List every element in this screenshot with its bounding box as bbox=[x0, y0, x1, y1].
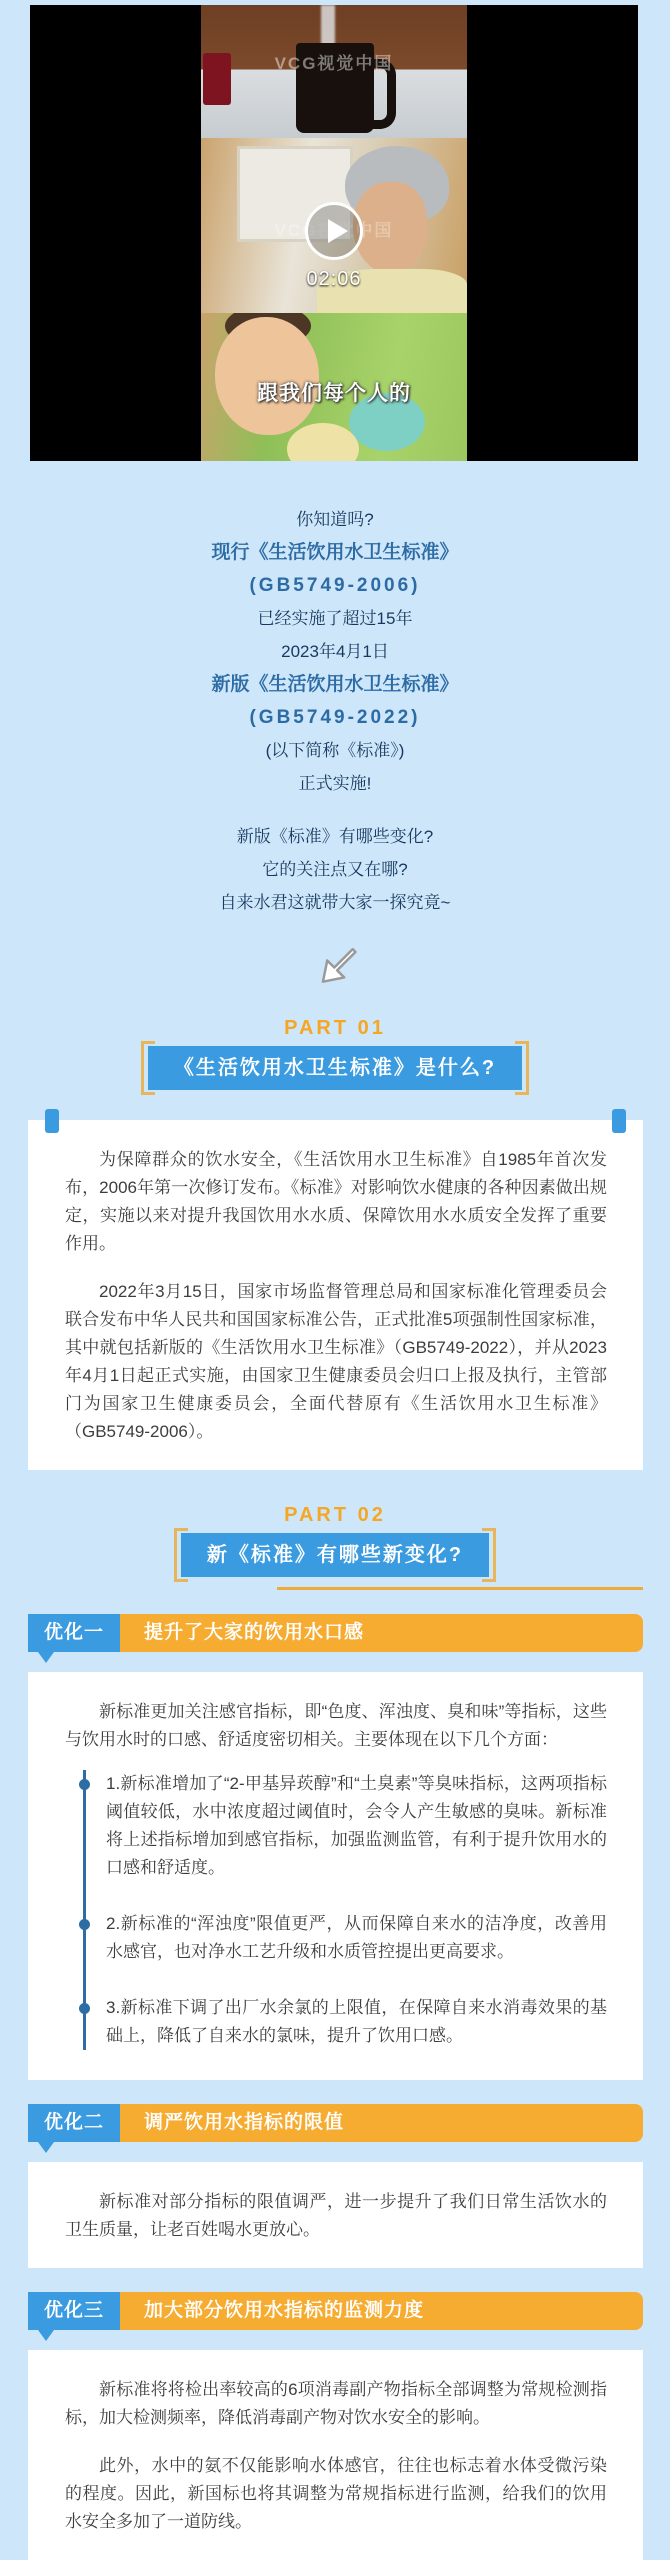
card-pin-right bbox=[612, 1109, 626, 1133]
intro-line: 你知道吗? bbox=[296, 510, 374, 529]
article-page bbox=[0, 5, 670, 2531]
intro-block bbox=[0, 461, 670, 919]
optimization1-timeline bbox=[83, 1770, 607, 2050]
bracket-right-decoration bbox=[482, 1528, 496, 1582]
timeline-dot-icon bbox=[79, 2003, 90, 2014]
intro-line: 2023年4月1日 bbox=[281, 642, 389, 661]
optimization1-intro: 新标准更加关注感官指标，即“色度、浑浊度、臭和味”等指标，这些与饮用水时的口感、舒适度密切相关。主要体现在以下几个方面： bbox=[65, 1702, 607, 1749]
part1-card bbox=[28, 1120, 643, 1470]
intro-line-gb-2022: (GB5749-2022) bbox=[249, 707, 421, 728]
optimization3-paragraph-1: 新标准将将检出率较高的6项消毒副产物指标全部调整为常规检测指标，加大检测频率，降低消毒副产物对饮水安全的影响。 bbox=[65, 2380, 607, 2427]
part1-title-banner bbox=[148, 1046, 522, 1090]
intro-line-current-standard: 现行《生活饮用水卫生标准》 bbox=[211, 542, 459, 563]
optimization3-paragraph-2: 此外，水中的氨不仅能影响水体感官，往往也标志着水体受微污染的程度。因此，新国标也将其调整为常规指标进行监测，给我们的饮用水安全多加了一道防线。 bbox=[65, 2456, 607, 2531]
video-overlay bbox=[201, 202, 467, 291]
optimization2-paragraph: 新标准对部分指标的限值调严，进一步提升了我们日常生活饮水的卫生质量，让老百姓喝水更放心。 bbox=[65, 2192, 607, 2239]
part1-label: PART 01 bbox=[284, 1017, 386, 1039]
part2-title-banner bbox=[181, 1533, 489, 1577]
part1-title: 《生活饮用水卫生标准》是什么? bbox=[173, 1057, 497, 1079]
optimization1-tag: 优化一 bbox=[28, 1614, 120, 1652]
part1-paragraph-1: 为保障群众的饮水安全，《生活饮用水卫生标准》自1985年首次发布，2006年第一次修订发布。《标准》对影响饮水健康的各种因素做出规定，实施以来对提升我国饮用水水质、保障饮用水水质安全发挥了重要作用。 bbox=[65, 1150, 607, 1253]
bracket-right-decoration bbox=[515, 1041, 529, 1095]
part2-label: PART 02 bbox=[284, 1504, 386, 1526]
bracket-left-decoration bbox=[141, 1041, 155, 1095]
optimization2-card bbox=[28, 2162, 643, 2268]
intro-line: (以下简称《标准》) bbox=[265, 741, 405, 760]
video-watermark: VCG视觉中国 bbox=[274, 221, 394, 240]
timeline-item-1 bbox=[106, 1770, 607, 1882]
arrow-container bbox=[0, 933, 670, 995]
video-timestamp: 02:06 bbox=[306, 268, 362, 290]
part1-paragraph-2: 2022年3月15日，国家市场监督管理总局和国家标准化管理委员会联合发布中华人民共和国国家标准公告，正式批准5项强制性国家标准，其中就包括新版的《生活饮用水卫生标准》（GB5749-2022），并从2023年4月1日起正式实施，由国家卫生健康委员会归口上报及执行，主管部门为国家卫生健康委员会，全面代替原有《生活饮用水卫生标准》（GB5749-2006）。 bbox=[65, 1282, 607, 1441]
optimization3-card bbox=[28, 2350, 643, 2560]
yellow-cup-shape bbox=[287, 423, 359, 461]
optimization1-card bbox=[28, 1672, 643, 2080]
intro-question: 它的关注点又在哪? bbox=[262, 860, 408, 879]
intro-line: 正式实施! bbox=[298, 774, 372, 793]
baby-face-shape bbox=[215, 317, 319, 435]
timeline-item-1-text: 1.新标准增加了“2-甲基异莰醇”和“土臭素”等臭味指标，这两项指标阈值较低，水中浓度超过阈值时，会令人产生敏感的臭味。新标准将上述指标增加到感官指标，加强监测监管，有利于提升饮用水的口感和舒适度。 bbox=[106, 1774, 607, 1877]
video-subtitle: 跟我们每个人的 bbox=[257, 382, 411, 405]
play-triangle-icon bbox=[328, 219, 348, 243]
intro-question: 新版《标准》有哪些变化? bbox=[236, 827, 434, 846]
intro-line-gb-2006: (GB5749-2006) bbox=[249, 575, 421, 596]
optimization1-title: 提升了大家的饮用水口感 bbox=[120, 1614, 643, 1652]
video-scene-baby bbox=[201, 313, 467, 461]
optimization2-header bbox=[28, 2104, 643, 2142]
timeline-item-2-text: 2.新标准的“浑浊度”限值更严，从而保障自来水的洁净度，改善用水感官，也对净水工艺升级和水质管控提出更高要求。 bbox=[106, 1914, 607, 1961]
video-thumbnail bbox=[201, 5, 467, 461]
timeline-item-2 bbox=[106, 1910, 607, 1966]
timeline-dot-icon bbox=[79, 1779, 90, 1790]
part2-title: 新《标准》有哪些新变化? bbox=[206, 1544, 464, 1566]
intro-line: 已经实施了超过15年 bbox=[257, 609, 413, 628]
video-scene-pouring-water bbox=[201, 5, 467, 138]
optimization3-title: 加大部分饮用水指标的监测力度 bbox=[120, 2292, 643, 2330]
intro-line-new-standard: 新版《生活饮用水卫生标准》 bbox=[211, 674, 459, 695]
intro-question: 自来水君这就带大家一探究竟~ bbox=[219, 893, 451, 912]
optimization1-header bbox=[28, 1614, 643, 1652]
video-watermark: VCG视觉中国 bbox=[274, 54, 394, 73]
bracket-left-decoration bbox=[174, 1528, 188, 1582]
timeline-item-3 bbox=[106, 1994, 607, 2050]
optimization3-tag: 优化三 bbox=[28, 2292, 120, 2330]
optimization2-tag: 优化二 bbox=[28, 2104, 120, 2142]
optimization2-title: 调严饮用水指标的限值 bbox=[120, 2104, 643, 2142]
part2-underline-decoration bbox=[277, 1587, 643, 1590]
card-pin-left bbox=[45, 1109, 59, 1133]
arrow-down-right-icon bbox=[304, 933, 366, 995]
video-player[interactable] bbox=[30, 5, 638, 461]
water-stream-shape bbox=[321, 5, 335, 47]
optimization3-header bbox=[28, 2292, 643, 2330]
play-icon[interactable] bbox=[305, 202, 363, 260]
timeline-dot-icon bbox=[79, 1919, 90, 1930]
timeline-item-3-text: 3.新标准下调了出厂水余氯的上限值，在保障自来水消毒效果的基础上，降低了自来水的氯味，提升了饮用口感。 bbox=[106, 1998, 607, 2045]
